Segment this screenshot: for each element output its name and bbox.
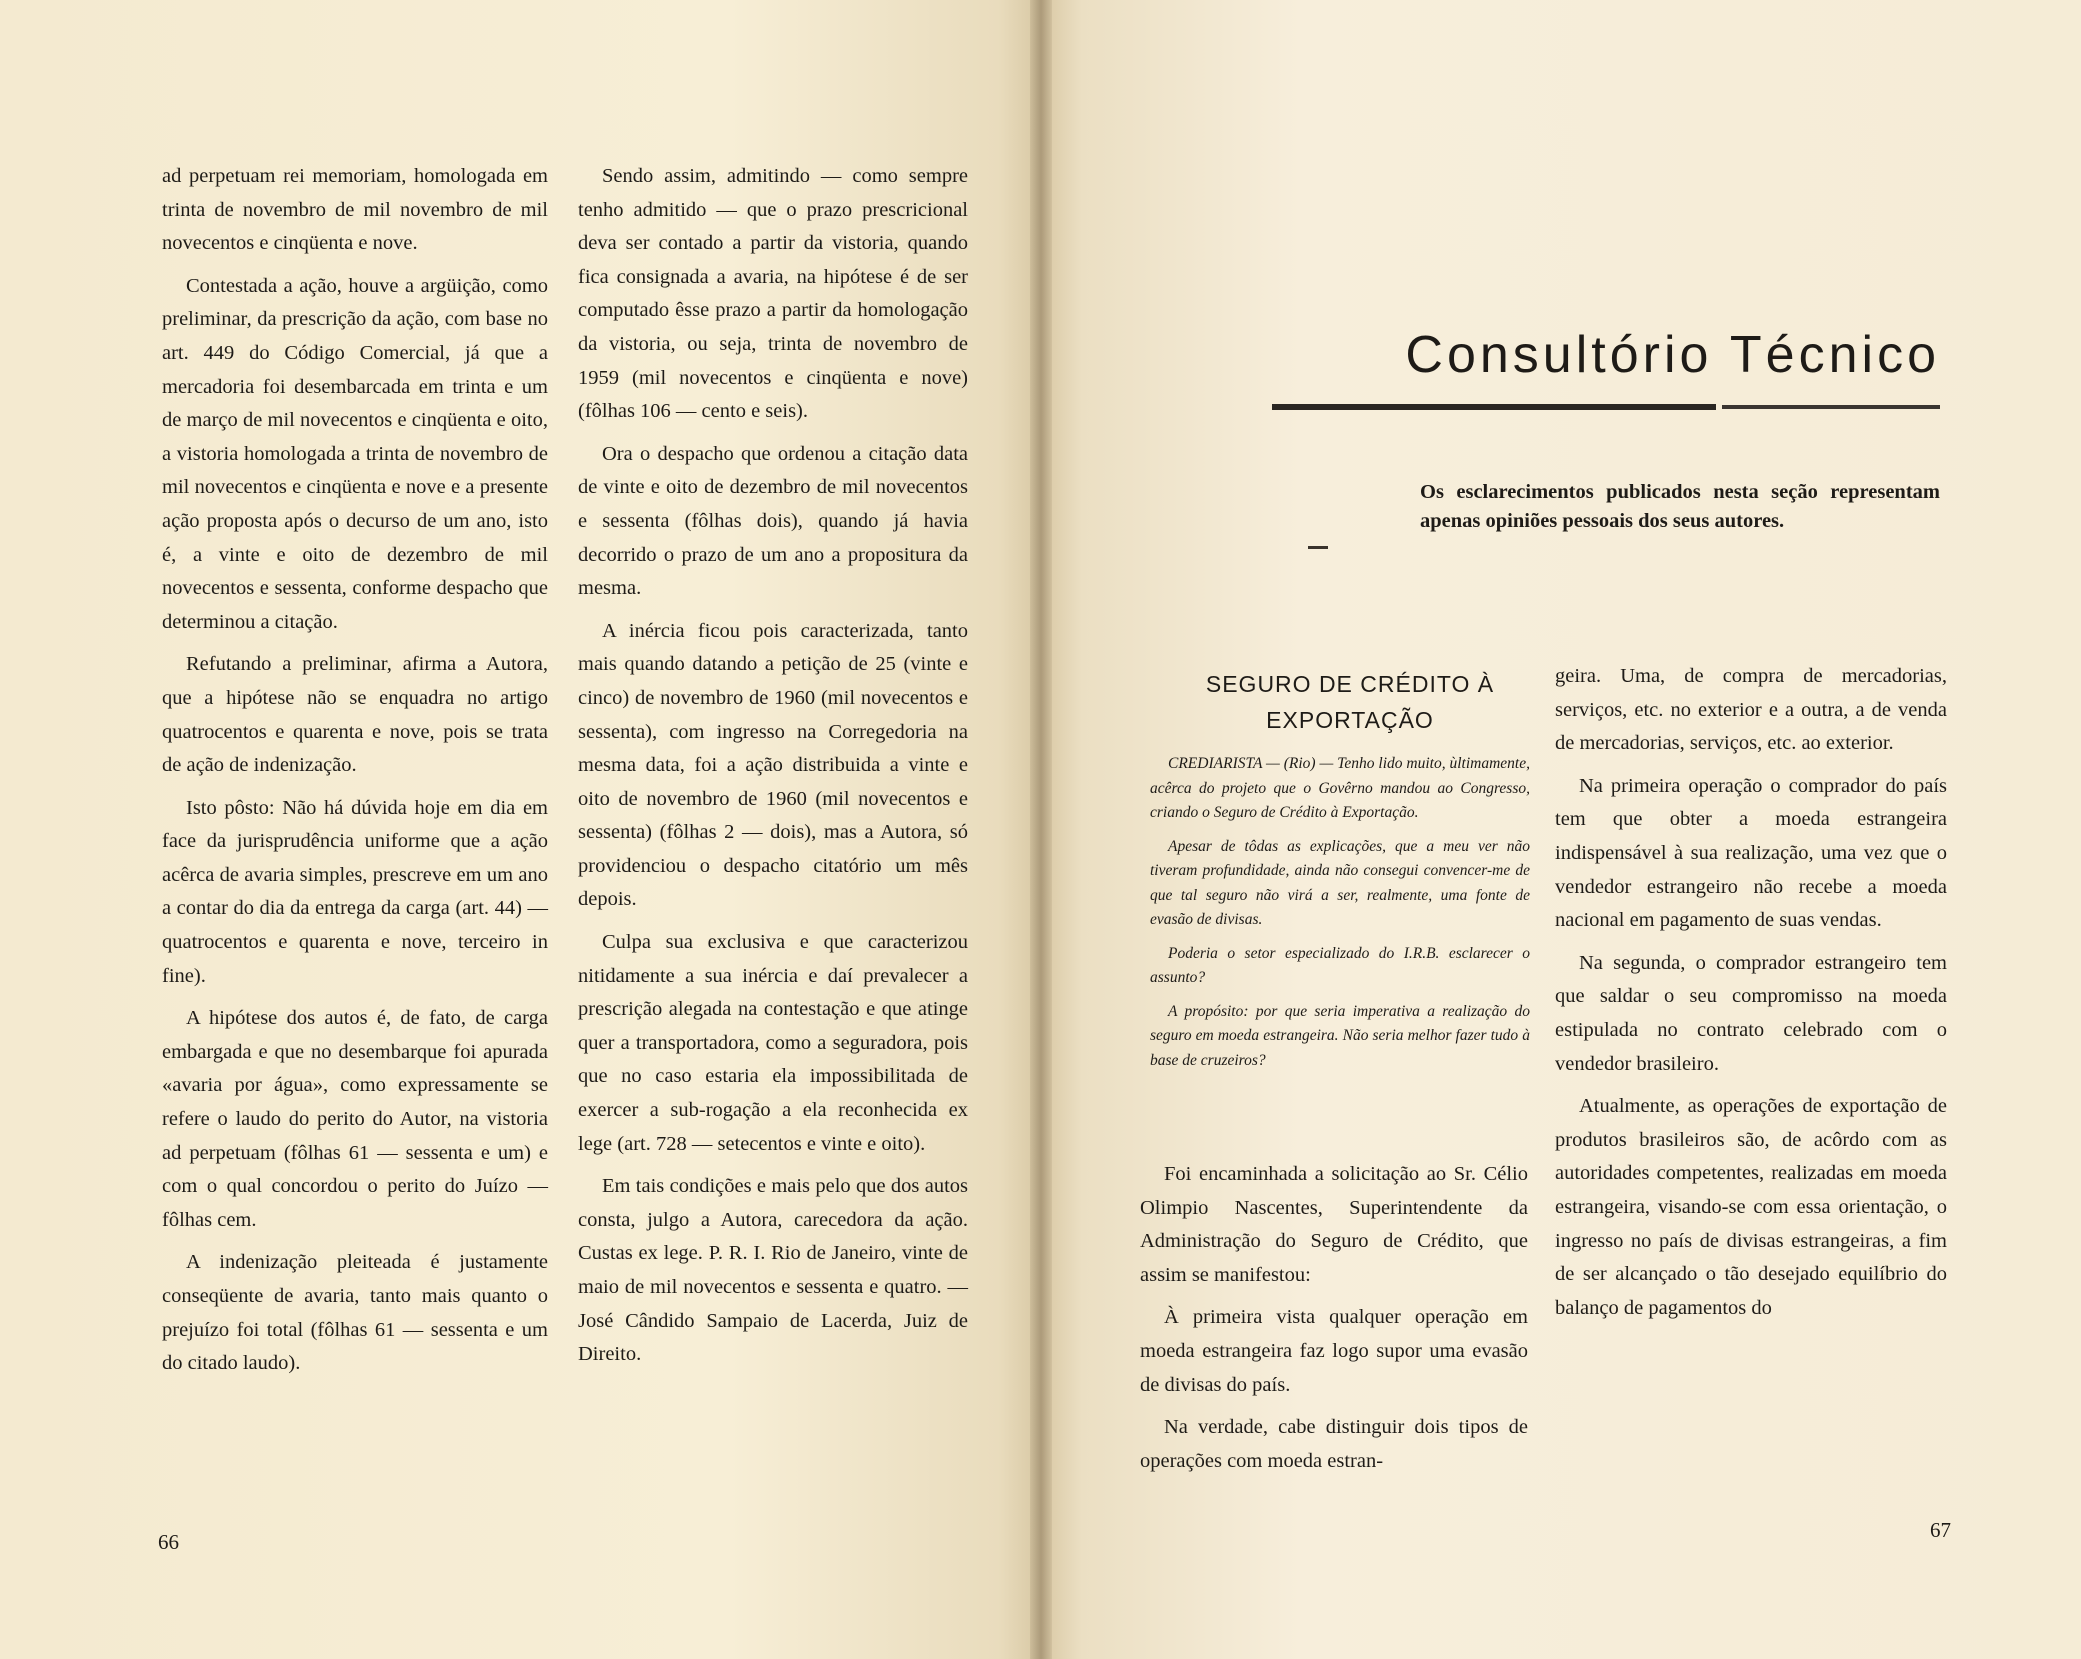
question-paragraph: A propósito: por que seria imperativa a realização do seguro em moeda estrangeira. Não seria melhor fazer tudo à base de cruzeiros?: [1150, 1002, 1530, 1069]
paragraph: Ora o despacho que ordenou a citação data de vinte e oito de dezembro de mil novecentos e sessenta (fôlhas dois), quando já havia decorrido o prazo de um ano a propositura da mesma.: [578, 442, 968, 600]
paragraph: Em tais condições e mais pelo que dos autos consta, julgo a Autora, carecedora da ação. Custas ex lege. P. R. I. Rio de Janeiro, vinte de maio de mil novecentos e sessenta e quatro. — José Cândido Sampaio de Lacerda, Juiz de Direito.: [578, 1175, 968, 1366]
paragraph: Culpa sua exclusiva e que caracterizou nitidamente a sua inércia e daí prevalecer a prescrição alegada na contestação e que atinge quer a transportadora, como a seguradora, pois que no caso estaria ela impossibilitada de exercer a sub-rogação a ela reconhecida ex lege (art. 728 — setecentos e vinte e oito).: [578, 931, 968, 1155]
question-paragraph: CREDIARISTA — (Rio) — Tenho lido muito, ùltimamente, acêrca do projeto que o Govêrno mandou ao Congresso, criando o Seguro de Crédito à Exportação.: [1150, 755, 1530, 821]
paragraph: À primeira vista qualquer operação em moeda estrangeira faz logo supor uma evasão de divisas do país.: [1140, 1306, 1528, 1396]
left-page-column-1: [162, 160, 548, 1390]
reader-question: [1150, 752, 1530, 1082]
paragraph: Foi encaminhada a solicitação ao Sr. Célio Olimpio Nascentes, Superintendente da Administração do Seguro de Crédito, que assim se manifestou:: [1140, 1163, 1528, 1286]
title-rule-thin: [1722, 405, 1940, 409]
left-page-column-2: [578, 160, 968, 1381]
book-gutter: [1030, 0, 1052, 1659]
paragraph: Atualmente, as operações de exportação de produtos brasileiros são, de acôrdo com as autoridades competentes, realizadas em moeda estrangeira, visando-se com essa orientação, o ingresso no país de divisas estrangeiras, a fim de ser alcançado o tão desejado equilíbrio do balanço de pagamentos do: [1555, 1095, 1947, 1319]
title-rule-thick: [1272, 404, 1716, 410]
article-heading: SEGURO DE CRÉDITO À EXPORTAÇÃO: [1205, 671, 1495, 733]
question-paragraph: Apesar de tôdas as explicações, que a meu ver não tiveram profundidade, ainda não consegui convencer-me de que tal seguro não virá a ser, realmente, uma fonte de evasão de divisas.: [1150, 837, 1530, 928]
paragraph: A hipótese dos autos é, de fato, de carga embargada e que no desembarque foi apurada «avaria por água», como expressamente se refere o laudo do perito do Autor, na vistoria ad perpetuam (fôlhas 61 — sessenta e um) e com o qual concordou o perito do Juízo — fôlhas cem.: [162, 1007, 548, 1231]
question-paragraph: Poderia o setor especializado do I.R.B. esclarecer o assunto?: [1150, 944, 1530, 986]
page-number-right: 67: [1930, 1518, 1951, 1542]
page-number-left: 66: [158, 1530, 179, 1554]
paragraph: Na primeira operação o comprador do país tem que obter a moeda estrangeira indispensável à sua realização, uma vez que o vendedor estrangeiro não recebe a moeda nacional em pagamento de suas vendas.: [1555, 774, 1947, 932]
section-disclaimer: Os esclarecimentos publicados nesta seção representam apenas opiniões pessoais dos seus autores.: [1420, 481, 1940, 532]
right-page-column-1: [1140, 1158, 1528, 1487]
paragraph: Na verdade, cabe distinguir dois tipos de operações com moeda estran-: [1140, 1416, 1528, 1472]
paragraph: Contestada a ação, houve a argüição, como preliminar, da prescrição da ação, com base no art. 449 do Código Comercial, já que a mercadoria foi desembarcada em trinta e um de março de mil novecentos e cinqüenta e oito, a vistoria homologada a trinta de novembro de mil novecentos e cinqüenta e nove e a presente ação proposta após o decurso de um ano, isto é, a vinte e oito de dezembro de mil novecentos e sessenta, conforme despacho que determinou a citação.: [162, 274, 548, 633]
paragraph: A indenização pleiteada é justamente conseqüente de avaria, tanto mais quanto o prejuízo foi total (fôlhas 61 — sessenta e um do citado laudo).: [162, 1251, 548, 1375]
print-mark: [1308, 546, 1328, 549]
section-title: Consultório Técnico: [1405, 326, 1940, 384]
paragraph: Isto pôsto: Não há dúvida hoje em dia em face da jurisprudência uniforme que a ação acêrca de avaria simples, prescreve em um ano a contar do dia da entrega da carga (art. 44) — quatrocentos e quarenta e nove, terceiro in fine).: [162, 796, 548, 987]
paragraph: A inércia ficou pois caracterizada, tanto mais quando datando a petição de 25 (vinte e cinco) de novembro de 1960 (mil novecentos e sessenta), com ingresso na Corregedoria na mesma data, foi a ação distribuida a vinte e oito de novembro de 1960 (mil novecentos e sessenta) (fôlhas 2 — dois), mas a Autora, só providenciou o despacho citatório um mês depois.: [578, 619, 968, 911]
paragraph: ad perpetuam rei memoriam, homologada em trinta de novembro de mil novembro de mil novecentos e cinqüenta e nove.: [162, 165, 548, 255]
title-rule: [1272, 404, 1940, 410]
paragraph: Na segunda, o comprador estrangeiro tem que saldar o seu compromisso na moeda estipulada no contrato celebrado com o vendedor brasileiro.: [1555, 951, 1947, 1075]
paragraph: Refutando a preliminar, afirma a Autora, que a hipótese não se enquadra no artigo quatrocentos e quarenta e nove, pois se trata de ação de indenização.: [162, 653, 548, 777]
paragraph: geira. Uma, de compra de mercadorias, serviços, etc. no exterior e a outra, a de venda de mercadorias, serviços, etc. ao exterior.: [1555, 665, 1947, 755]
paragraph: Sendo assim, admitindo — como sempre tenho admitido — que o prazo prescricional deva ser contado a partir da vistoria, quando fica consignada a avaria, na hipótese é de ser computado êsse prazo a partir da homologação da vistoria, ou seja, trinta de novembro de 1959 (mil novecentos e cinqüenta e nove) (fôlhas 106 — cento e seis).: [578, 165, 968, 423]
right-page-column-2: [1555, 660, 1947, 1334]
